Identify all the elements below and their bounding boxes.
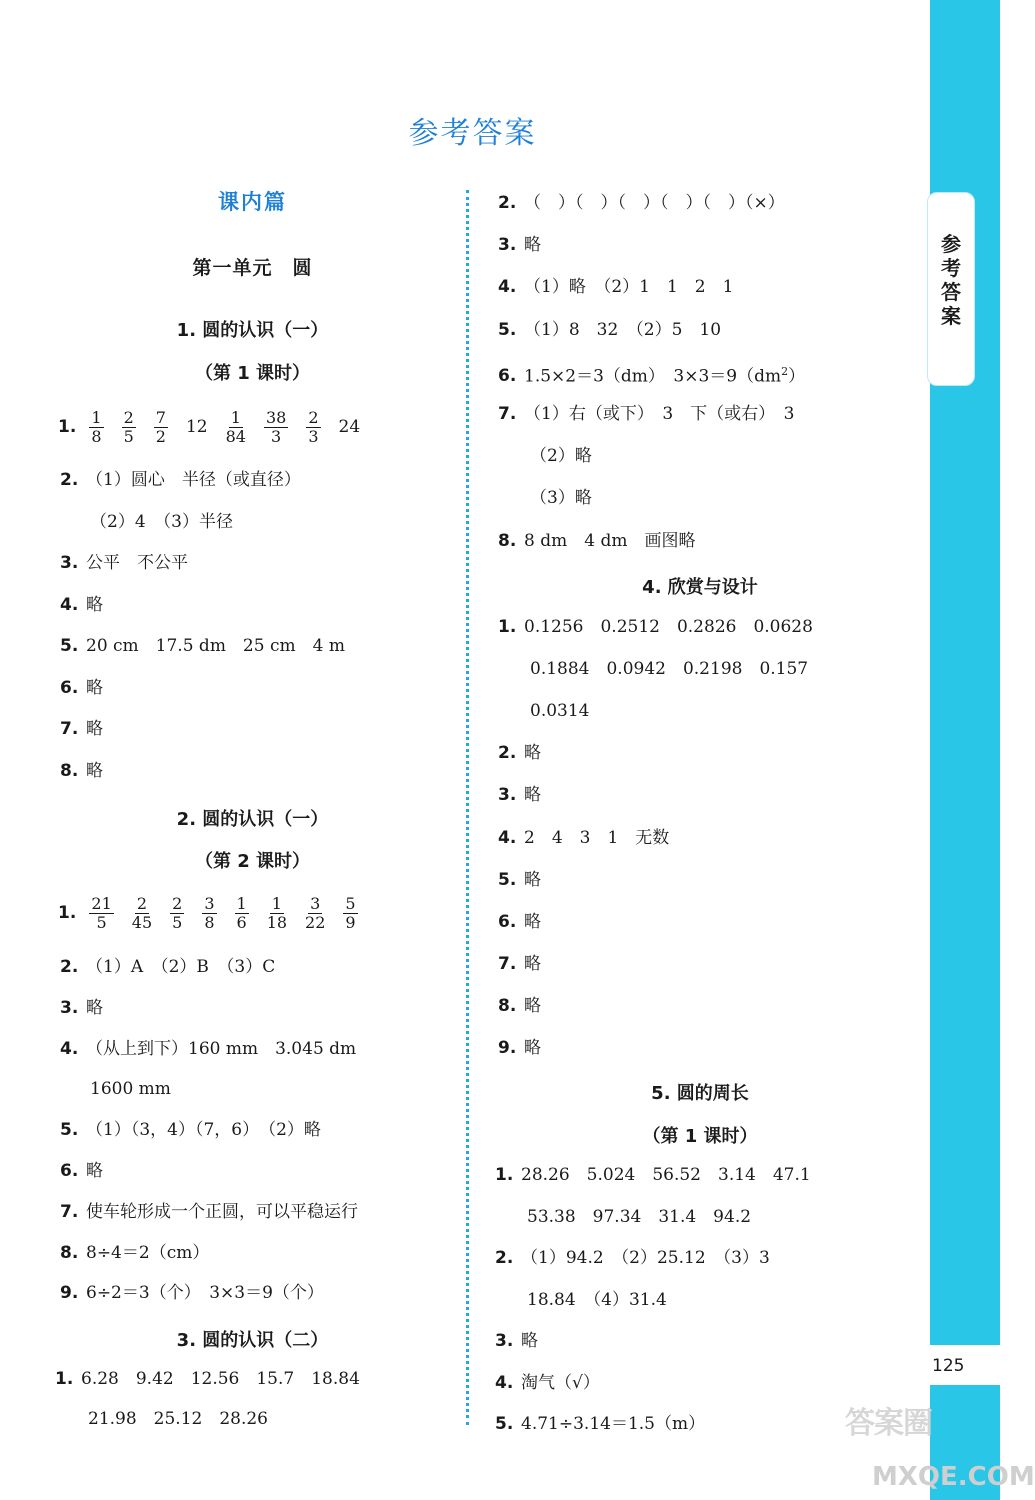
answer-text: 21.98 25.12 28.26 <box>88 1409 269 1429</box>
answer-text: 6÷2＝3（个） 3×3＝9（个） <box>86 1283 324 1304</box>
fraction-numerator: 2 <box>136 894 148 913</box>
answer-row <box>60 1241 209 1267</box>
fraction <box>343 895 357 932</box>
answer-text: （1）右（或下） 3 下（或右） 3 <box>524 404 795 424</box>
answer-row-fractions <box>58 404 378 450</box>
answer-row <box>498 275 733 301</box>
answer-row <box>60 1200 358 1226</box>
answer-row <box>60 468 301 494</box>
fraction <box>306 409 320 446</box>
section-title: 3. 圆的认识（二） <box>176 1330 329 1351</box>
answer-row <box>495 1371 600 1397</box>
fraction-numerator: 3 <box>310 894 321 913</box>
answer-row <box>60 759 103 785</box>
answer-text: 略 <box>524 743 541 764</box>
fraction <box>122 409 136 446</box>
question-number: 7. <box>498 953 517 974</box>
fraction-list <box>89 408 378 446</box>
answer-text: 8÷4＝2（cm） <box>86 1242 210 1263</box>
question-number: 3. <box>498 235 517 256</box>
answer-text: 53.38 97.34 31.4 94.2 <box>527 1206 752 1227</box>
question-number: 5. <box>498 869 517 890</box>
answer-text: 略 <box>86 1161 103 1181</box>
answer-row <box>495 1288 667 1314</box>
answer-text: （3）略 <box>530 488 592 509</box>
answer-text: 略 <box>524 953 541 974</box>
fraction-denominator: 9 <box>345 913 356 932</box>
answer-text: （1）94.2 （2）25.12 （3）3 <box>521 1248 770 1268</box>
answer-row <box>55 1407 268 1433</box>
page-number: 125 <box>932 1356 965 1376</box>
answer-row <box>498 1036 541 1062</box>
fraction <box>89 409 103 446</box>
answer-text: 0.1884 0.0942 0.2198 0.157 <box>530 659 809 680</box>
fraction-numerator: 2 <box>172 894 183 913</box>
answer-text: 略 <box>86 760 103 781</box>
answer-row <box>60 1118 321 1144</box>
superscript: 2 <box>781 364 789 378</box>
question-number: 2. <box>60 470 79 490</box>
fraction-numerator: 1 <box>271 894 282 913</box>
question-number: 1. <box>58 417 77 437</box>
answer-text: 略 <box>524 995 541 1016</box>
fraction-numerator: 21 <box>91 894 112 913</box>
fraction-denominator: 22 <box>305 913 326 932</box>
answer-row <box>498 910 541 936</box>
section-subtitle: （第 1 课时） <box>194 363 311 384</box>
question-number: 3. <box>495 1331 514 1351</box>
fraction-list <box>89 894 375 932</box>
question-number: 5. <box>60 636 79 656</box>
fraction <box>132 895 152 932</box>
answer-row <box>60 593 103 619</box>
question-number: 6. <box>498 366 517 387</box>
answer-row <box>498 360 805 386</box>
answer-text: 略 <box>524 911 541 932</box>
answer-row-fractions <box>58 890 376 936</box>
fraction-numerator: 1 <box>230 408 241 427</box>
question-number: 8. <box>498 530 517 551</box>
answer-row <box>498 826 669 852</box>
answer-row <box>498 952 541 978</box>
fraction <box>267 895 287 932</box>
column-divider <box>466 190 469 1425</box>
answer-row <box>60 1281 324 1307</box>
answer-text: 2 4 3 1 无数 <box>524 827 670 848</box>
answer-text-tail: ） <box>788 366 806 387</box>
section-title: 2. 圆的认识（一） <box>176 809 329 830</box>
question-number: 8. <box>498 995 517 1016</box>
answer-text: （1）8 32 （2）5 10 <box>524 319 722 340</box>
answer-row <box>498 783 541 809</box>
answer-row <box>495 1246 770 1272</box>
answer-row <box>495 1329 538 1355</box>
answer-text: 略 <box>521 1331 538 1351</box>
answer-text: 1600 mm <box>90 1079 171 1100</box>
fraction-denominator: 8 <box>204 913 215 932</box>
question-number: 7. <box>498 404 517 424</box>
fraction-numerator: 2 <box>123 408 134 427</box>
fraction-numerator: 2 <box>308 408 319 427</box>
question-number: 6. <box>60 1161 79 1181</box>
answer-row <box>498 402 794 428</box>
question-number: 6. <box>60 677 79 698</box>
question-number: 9. <box>498 1038 517 1058</box>
answer-row <box>60 996 103 1022</box>
question-number: 1. <box>498 617 517 637</box>
fraction <box>305 895 325 932</box>
question-number: 8. <box>60 760 79 781</box>
answer-text: （2）略 <box>530 446 592 467</box>
question-number: 1. <box>495 1165 514 1185</box>
answer-text: 略 <box>86 677 103 698</box>
answer-row <box>498 657 808 683</box>
section-subtitle: （第 2 课时） <box>194 851 311 872</box>
answer-text: 略 <box>86 719 103 739</box>
fraction-denominator: 2 <box>155 427 166 446</box>
section-title: 1. 圆的认识（一） <box>176 320 329 341</box>
question-number: 1. <box>58 903 77 923</box>
fraction-numerator: 38 <box>265 408 287 427</box>
answer-row <box>495 1205 751 1231</box>
answer-row <box>55 1367 360 1393</box>
answer-row <box>498 868 541 894</box>
answer-text: 略 <box>524 785 541 806</box>
part-heading: 课内篇 <box>218 190 287 214</box>
answer-text: 18.84 （4）31.4 <box>527 1289 667 1310</box>
answer-row <box>495 1412 705 1438</box>
answer-text: 公平 不公平 <box>86 553 188 573</box>
answer-row <box>60 551 188 577</box>
fraction-denominator: 18 <box>266 913 288 932</box>
fraction-numerator: 1 <box>236 894 247 913</box>
answer-text: 1.5×2＝3（dm） 3×3＝9（dm <box>524 366 782 387</box>
fraction <box>264 409 288 446</box>
answer-text: 略 <box>524 869 541 890</box>
fraction <box>170 895 184 932</box>
answer-text: 8 dm 4 dm 画图略 <box>524 530 696 551</box>
question-number: 4. <box>495 1372 514 1393</box>
fraction-numerator: 1 <box>91 408 102 427</box>
page-title: 参考答案 <box>408 116 537 151</box>
fraction-denominator: 3 <box>271 427 282 446</box>
answer-text: （1）略 （2）1 1 2 1 <box>524 277 734 298</box>
question-number: 3. <box>498 785 517 806</box>
answer-text: 0.1256 0.2512 0.2826 0.0628 <box>524 617 813 637</box>
fraction <box>154 409 168 446</box>
question-number: 2. <box>495 1248 514 1268</box>
answer-row <box>498 994 541 1020</box>
question-number: 4. <box>498 827 517 848</box>
question-number: 5. <box>495 1414 514 1434</box>
whole-number: 12 <box>185 417 208 437</box>
answer-text: 使车轮形成一个正圆，可以平稳运行 <box>86 1201 358 1222</box>
question-number: 2. <box>498 193 517 213</box>
answer-text: 0.0314 <box>530 701 590 722</box>
fraction-numerator: 3 <box>204 894 215 913</box>
answer-row <box>60 1159 103 1185</box>
fraction-denominator: 6 <box>236 913 247 932</box>
answer-text: （ ）（ ）（ ）（ ）（ ）（×） <box>524 193 785 213</box>
answer-row <box>60 717 103 743</box>
question-number: 2. <box>498 743 517 764</box>
answer-text: 略 <box>524 1038 541 1058</box>
answer-row <box>60 1037 356 1063</box>
question-number: 4. <box>60 594 79 615</box>
fraction-numerator: 5 <box>345 894 356 913</box>
answer-text: （从上到下）160 mm 3.045 dm <box>86 1038 357 1059</box>
fraction-denominator: 5 <box>172 913 183 932</box>
question-number: 1. <box>55 1369 74 1389</box>
answer-row <box>498 529 695 555</box>
question-number: 7. <box>60 1201 79 1222</box>
section-title: 4. 欣赏与设计 <box>642 577 758 598</box>
answer-row <box>60 1077 171 1103</box>
question-number: 5. <box>60 1120 79 1141</box>
answer-row <box>498 233 541 259</box>
question-number: 3. <box>60 997 79 1018</box>
question-number: 8. <box>60 1242 79 1263</box>
answer-text: 略 <box>86 997 103 1018</box>
fraction-numerator: 7 <box>155 408 166 427</box>
answer-text: 20 cm 17.5 dm 25 cm 4 m <box>86 636 345 656</box>
question-number: 7. <box>60 719 79 739</box>
fraction-denominator: 45 <box>131 913 153 932</box>
fraction <box>226 409 246 446</box>
answer-row <box>498 615 813 641</box>
fraction-denominator: 5 <box>96 913 107 932</box>
fraction-denominator: 8 <box>91 427 102 446</box>
side-tab-label: 参考答案 <box>941 232 961 328</box>
question-number: 3. <box>60 553 79 573</box>
answer-text: 6.28 9.42 12.56 15.7 18.84 <box>81 1369 360 1389</box>
answer-row <box>498 191 785 217</box>
answer-text: 28.26 5.024 56.52 3.14 47.1 <box>521 1165 811 1185</box>
answer-row <box>498 486 592 512</box>
answer-text: 略 <box>524 235 541 256</box>
question-number: 4. <box>498 277 517 298</box>
whole-number: 24 <box>338 417 361 437</box>
question-number: 5. <box>498 319 517 340</box>
question-number: 9. <box>60 1283 79 1304</box>
answer-text: 4.71÷3.14＝1.5（m） <box>521 1414 706 1434</box>
unit-heading: 第一单元 圆 <box>192 257 313 279</box>
section-title: 5. 圆的周长 <box>651 1083 749 1104</box>
fraction-denominator: 3 <box>308 427 319 446</box>
answer-row <box>498 699 589 725</box>
answer-row <box>60 955 275 981</box>
fraction <box>202 895 216 932</box>
fraction <box>89 895 113 932</box>
answer-text: 略 <box>86 594 103 615</box>
question-number: 2. <box>60 957 79 977</box>
fraction-denominator: 5 <box>123 427 134 446</box>
question-number: 6. <box>498 911 517 932</box>
watermark-logo: 答案圈 <box>845 1406 932 1441</box>
answer-text: （1）圆心 半径（或直径） <box>86 470 301 490</box>
answer-row <box>60 676 103 702</box>
answer-row <box>498 444 592 470</box>
answer-text: （1）（3，4）（7，6） （2）略 <box>86 1120 321 1141</box>
answer-text: （2）4 （3）半径 <box>90 511 233 532</box>
answer-row <box>498 741 541 767</box>
fraction-denominator: 84 <box>225 427 246 446</box>
answer-row <box>60 634 345 660</box>
section-subtitle: （第 1 课时） <box>642 1126 758 1147</box>
answer-text: （1）A （2）B （3）C <box>86 957 276 977</box>
answer-row <box>498 318 721 344</box>
watermark-url: MXQE.COM <box>872 1462 1035 1492</box>
question-number: 4. <box>60 1038 79 1059</box>
answer-text: 淘气（√） <box>521 1372 600 1393</box>
answer-row <box>495 1163 811 1189</box>
fraction <box>235 895 249 932</box>
answer-row <box>60 510 233 536</box>
